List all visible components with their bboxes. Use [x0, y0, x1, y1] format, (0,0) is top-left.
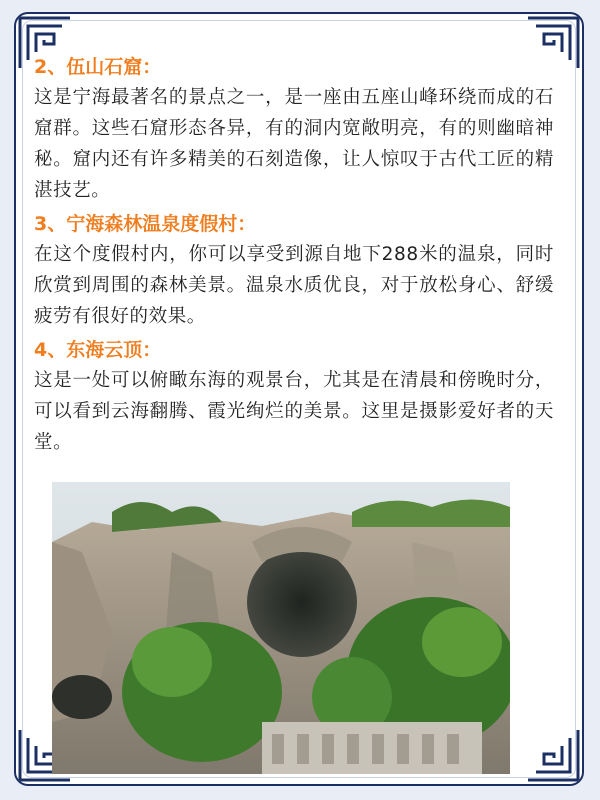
- section-heading: 2、伍山石窟：: [34, 56, 162, 78]
- section-heading: 4、东海云顶：: [34, 339, 162, 361]
- section-body: 在这个度假村内，你可以享受到源自地下288米的温泉，同时欣赏到周围的森林美景。温泉水质优良，对于放松身心、舒缓疲劳有很好的效果。: [34, 244, 554, 327]
- section-body: 这是宁海最著名的景点之一，是一座由五座山峰环绕而成的石窟群。这些石窟形态各异，有的洞内宽敞明亮，有的则幽暗神秘。窟内还有许多精美的石刻造像，让人惊叹于古代工匠的精湛技艺。: [34, 87, 554, 201]
- corner-ornament-icon: [522, 724, 584, 786]
- section-body: 这是一处可以俯瞰东海的观景台，尤其是在清晨和傍晚时分，可以看到云海翻腾、霞光绚烂的美景。这里是摄影爱好者的天堂。: [34, 370, 554, 453]
- section-heading: 3、宁海森林温泉度假村：: [34, 213, 257, 235]
- article-content: [34, 52, 554, 461]
- landscape-photo: [52, 482, 510, 774]
